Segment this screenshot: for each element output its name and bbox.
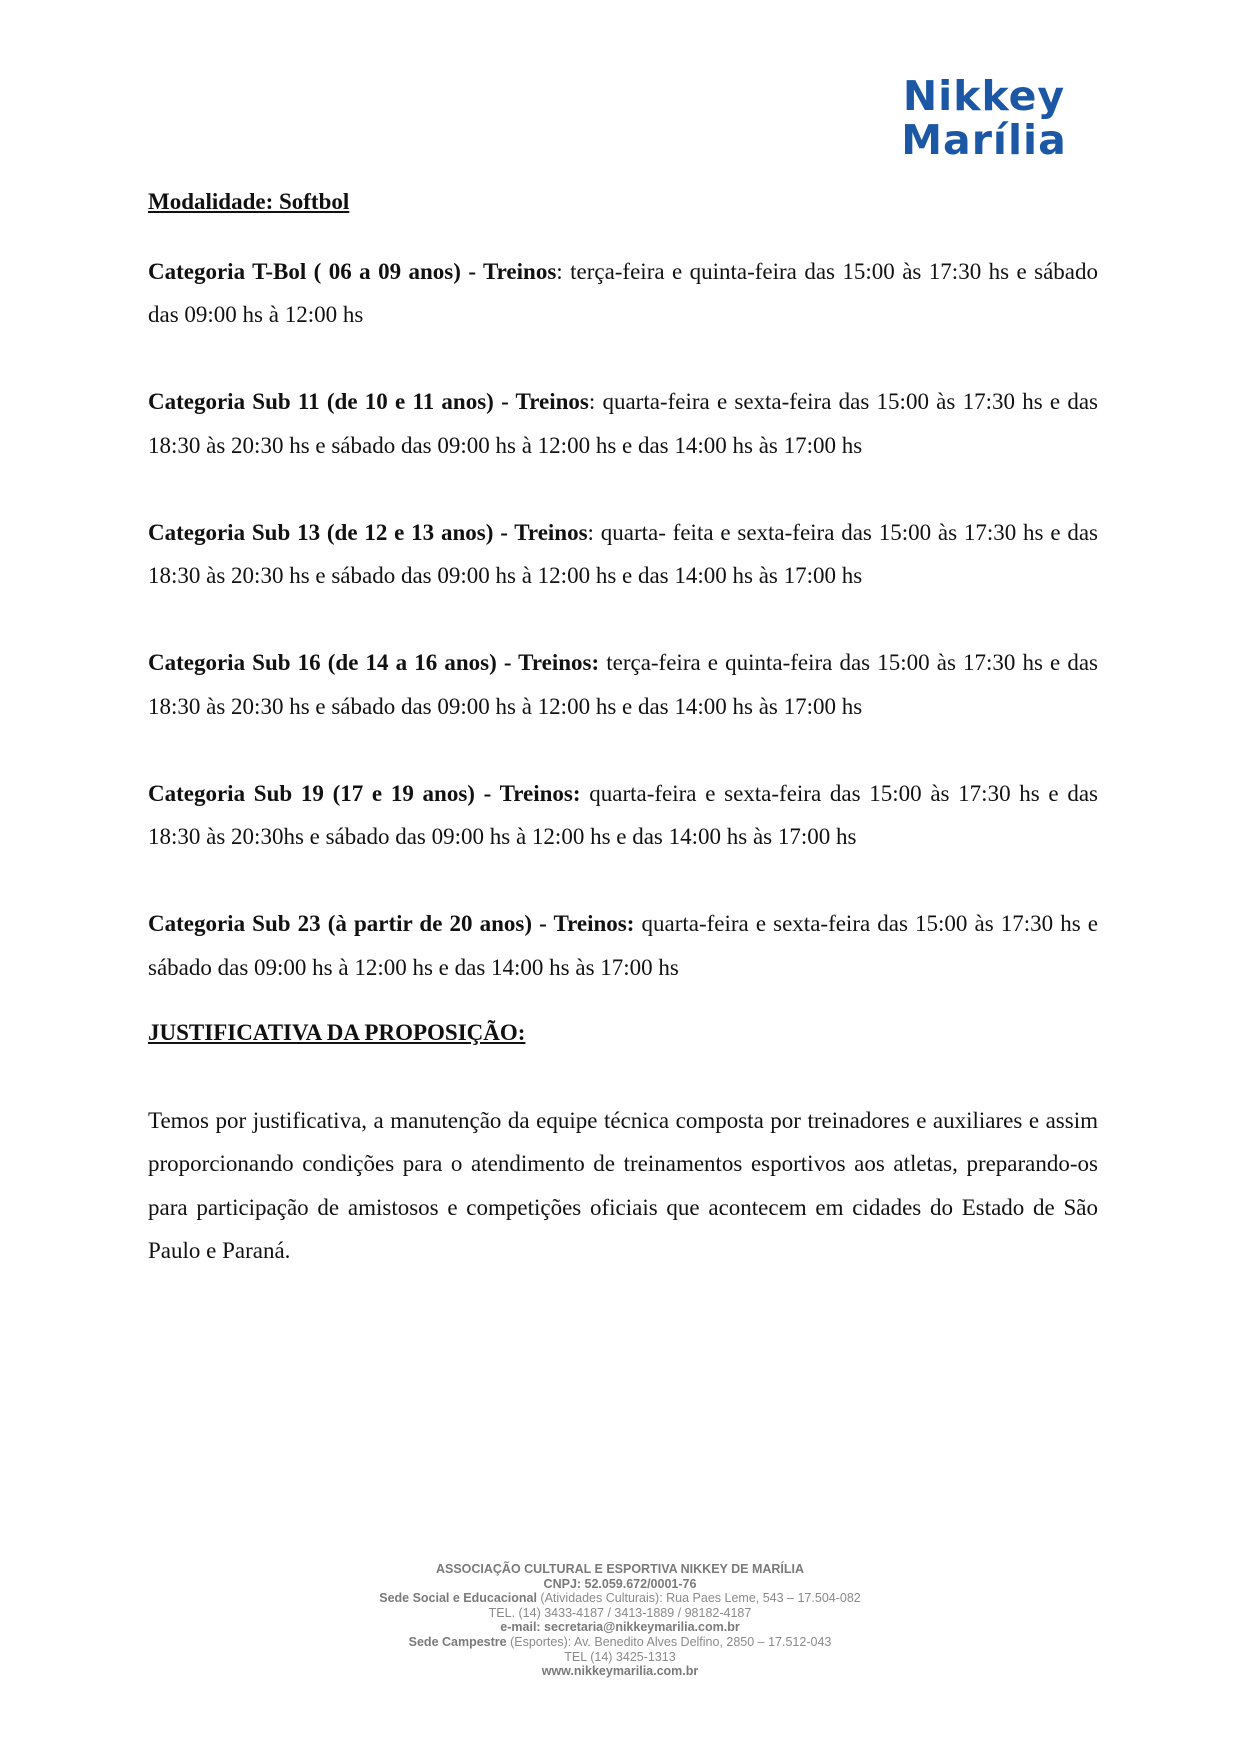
justificativa-paragraph: Temos por justificativa, a manutenção da equipe técnica composta por treinadores e auxiliares e assim proporcionando condições para o atendimento de treinamentos esportivos aos atletas, preparando-os para participação de amistosos e competições oficiais que acontecem em cidades do Estado de São Paulo e Paraná. — [148, 1107, 1098, 1263]
categoria-schedule: terça-feira e quinta-feira das 15:00 às 17:30 hs e das 18:30 às 20:30 hs e sábado das 09:00 hs à 12:00 hs e das 14:00 hs às 17:00 hs — [148, 650, 1099, 719]
categoria-title: Categoria T-Bol ( 06 a 09 anos) — [148, 258, 461, 284]
categoria-schedule: quarta-feira e sexta-feira das 15:00 às 17:30 hs e sábado das 09:00 hs à 12:00 hs e das 14:00 hs às 17:00 hs — [148, 911, 1099, 980]
treinos-label: - Treinos — [493, 389, 589, 414]
categoria-title: Categoria Sub 23 (à partir de 20 anos) — [148, 911, 533, 936]
categoria-sub-23 — [148, 902, 1098, 989]
categoria-t-bol — [148, 250, 1098, 337]
document-body — [148, 180, 1098, 1273]
nikkey-marilia-logo — [868, 74, 1100, 162]
treinos-label: - Treinos: — [532, 911, 635, 936]
treinos-label: - Treinos: — [474, 780, 581, 806]
categoria-schedule: : quarta- feita e sexta-feira das 15:00 às 17:30 hs e das 18:30 às 20:30 hs e sábado das 09:00 hs à 12:00 hs e das 14:00 hs às 17:00 hs — [148, 519, 1098, 588]
footer-sede-social — [320, 1591, 920, 1606]
footer-tel-1: TEL. (14) 3433-4187 / 3413-1889 / 98182-4187 — [488, 1605, 752, 1620]
categoria-title: Categoria Sub 16 (de 14 a 16 anos) — [148, 650, 497, 675]
justificativa-heading: JUSTIFICATIVA DA PROPOSIÇÃO: — [148, 1020, 526, 1045]
categoria-schedule: quarta-feira e sexta-feira das 15:00 às 17:30 hs e das 18:30 às 20:30hs e sábado das 09:00 hs à 12:00 hs e das 14:00 hs às 17:00 hs — [148, 780, 1099, 849]
categoria-sub-16 — [148, 641, 1098, 728]
treinos-label: - Treinos — [460, 258, 557, 284]
page-footer — [320, 1562, 920, 1679]
modalidade-heading: Modalidade: Softbol — [148, 189, 350, 214]
logo-line-1: Nikkey — [902, 72, 1066, 120]
footer-org-name: ASSOCIAÇÃO CULTURAL E ESPORTIVA NIKKEY DE MARÍLIA — [435, 1562, 805, 1576]
footer-email: e-mail: secretaria@nikkeymarilia.com.br — [500, 1620, 740, 1635]
footer-sede-social-label: Sede Social e Educacional — [379, 1591, 537, 1606]
logo-line-2: Marília — [901, 116, 1067, 164]
footer-sede-campestre-text: (Esportes): Av. Benedito Alves Delfino, 2850 – 17.512-043 — [506, 1634, 832, 1649]
categoria-sub-13 — [148, 511, 1098, 598]
footer-sede-campestre-label: Sede Campestre — [408, 1634, 507, 1649]
footer-sede-social-text: (Atividades Culturais): Rua Paes Leme, 543 – 17.504-082 — [536, 1591, 861, 1606]
categoria-schedule: : quarta-feira e sexta-feira das 15:00 às 17:30 hs e das 18:30 às 20:30 hs e sábado das 09:00 hs à 12:00 hs e das 14:00 hs às 17:00 hs — [148, 389, 1098, 458]
categoria-schedule: : terça-feira e quinta-feira das 15:00 às 17:30 hs e sábado das 09:00 hs à 12:00 hs — [148, 258, 1099, 327]
categoria-sub-11 — [148, 380, 1098, 467]
footer-tel-2: TEL (14) 3425-1313 — [564, 1649, 676, 1664]
footer-sede-campestre — [320, 1635, 920, 1650]
footer-cnpj: CNPJ: 52.059.672/0001-76 — [543, 1576, 697, 1591]
categoria-sub-19 — [148, 772, 1098, 859]
categoria-title: Categoria Sub 13 (de 12 e 13 anos) — [148, 519, 494, 545]
treinos-label: - Treinos: — [496, 650, 600, 675]
treinos-label: - Treinos — [493, 519, 588, 545]
categoria-title: Categoria Sub 11 (de 10 e 11 anos) — [148, 389, 494, 414]
footer-website: www.nikkeymarilia.com.br — [541, 1664, 699, 1679]
categoria-title: Categoria Sub 19 (17 e 19 anos) — [148, 780, 475, 806]
